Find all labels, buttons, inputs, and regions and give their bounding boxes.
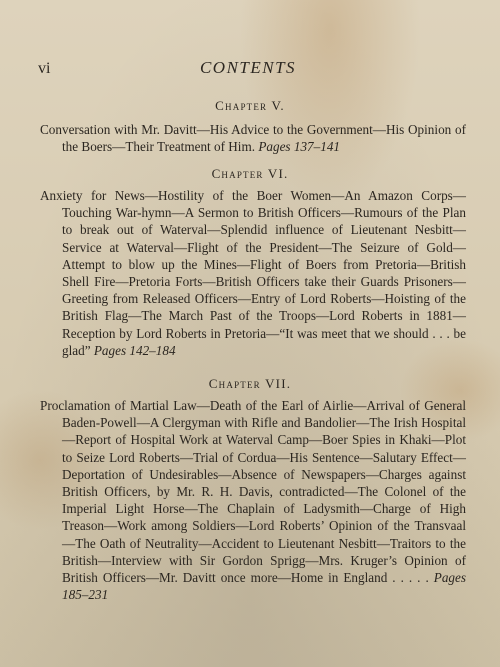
page-range: Pages 137–141 xyxy=(258,139,341,155)
running-title: CONTENTS xyxy=(199,58,297,77)
chapter-heading: Chapter VII. xyxy=(208,376,292,391)
page-header xyxy=(38,58,458,80)
chapter-entry xyxy=(40,187,466,359)
chapter-heading: Chapter V. xyxy=(215,98,285,113)
chapter-summary: Conversation with Mr. Davitt—His Advice to the Government—His Opinion of the Boers—Their Treatment of Him. xyxy=(40,122,466,155)
chapter-heading: Chapter VI. xyxy=(211,166,289,181)
page-range: Pages 142–184 xyxy=(93,342,176,358)
chapter-summary: Proclamation of Martial Law—Death of the Earl of Airlie—Arrival of General Baden-Powell—A Clergyman with Rifle and Bandolier—The Irish Hospital—Report of Hospital Work at Waterval Camp—Boer Spies in Khaki—Plot to Seize Lord Roberts—Trial of Cordua—His Sentence—Salutary Effect—Deportation of Undesirables—Absence of Newspapers—Charges against British Officers, by Mr. R. H. Davis, contradicted—The Colonel of the Imperial Light Horse—The Chaplain of Ladysmith—Charge of High Treason—Work among Soldiers—Lord Roberts’ Opinion of the Transvaal—The Oath of Neutrality—Accident to Lieutenant Nesbitt—Traitors to the British—Interview with Sir Gordon Sprigg—Mrs. Kruger’s Opinion of British Officers—Mr. Davitt once more—Home in England . . . . . xyxy=(40,398,466,586)
chapter-summary: Anxiety for News—Hostility of the Boer Women—An Amazon Corps—Touching War-hymn—A Sermon to British Officers—Rumours of the Plan to break out of Waterval—Splendid influence of Lieutenant Nesbitt—Service at Waterval—Flight of the President—The Seizure of Gold—Attempt to blow up the Mines—Flight of Boers from Pretoria—British Shell Fire—Pretoria Forts—British Officers take their Guards Prisoners—Greeting from Released Officers—Entry of Lord Roberts—Hoisting of the British Flag—The March Past of the Troops—Lord Roberts in 1881—Reception by Lord Roberts in Pretoria—“It was meet that we should . . . be glad” xyxy=(40,188,466,358)
page-range: Pages 185–231 xyxy=(62,570,466,603)
page-folio: vi xyxy=(38,60,51,77)
chapter-entry xyxy=(40,397,466,603)
chapter-entry xyxy=(40,121,466,155)
